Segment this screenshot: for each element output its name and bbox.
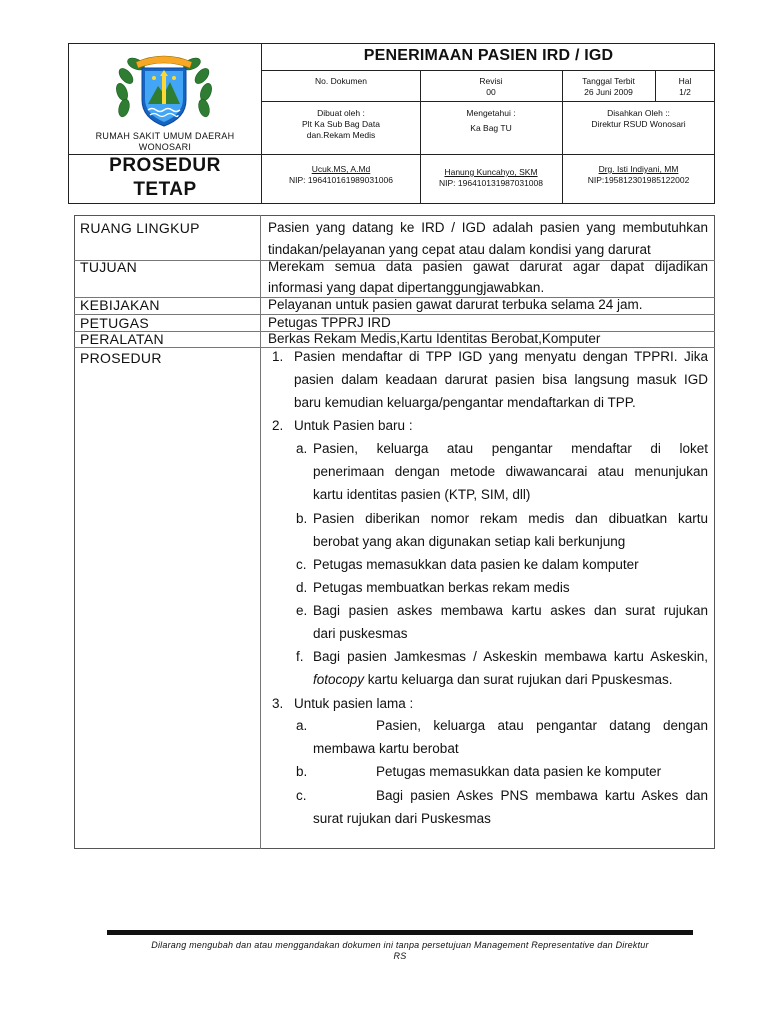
step-2e-line-2: dari puskesmas (313, 626, 408, 641)
ruang-lingkup-line-1: Pasien yang datang ke IRD / IGD adalah pasien yang membutuhkan (268, 220, 708, 235)
table-column-divider (260, 215, 261, 849)
procedure-type-line-1: PROSEDUR (109, 155, 221, 176)
step-3c-line-1: Bagi pasien Askes PNS membawa kartu Askes dan (376, 788, 708, 803)
step-2f-italic-word: fotocopy (313, 672, 365, 687)
prosedur-label: PROSEDUR (80, 350, 162, 366)
organization-line-1: RUMAH SAKIT UMUM DAERAH (95, 131, 235, 141)
tujuan-label: TUJUAN (80, 259, 138, 275)
step-2a-line-1: Pasien, keluarga atau pengantar mendaftar di loket (313, 441, 708, 456)
footer-line-1: Dilarang mengubah dan atau menggandakan dokumen ini tanpa persetujuan Management Representative dan Direktur (151, 940, 649, 950)
tanggal-terbit-value: 26 Juni 2009 (584, 87, 633, 97)
disahkan-nip: NIP:195812301985122002 (587, 175, 690, 185)
peralatan-value: Berkas Rekam Medis,Kartu Identitas Berobat,Komputer (268, 331, 601, 346)
step-1-line-3: baru kemudian keluarga/pengantar mendaftarkan di TPP. (294, 395, 636, 410)
ruang-lingkup-line-2: tindakan/pelayanan yang cepat atau dalam kondisi yang darurat (268, 242, 651, 257)
tujuan-line-1: Merekam semua data pasien gawat darurat agar dapat dijadikan (268, 259, 708, 274)
ruang-lingkup-label: RUANG LINGKUP (80, 220, 200, 236)
step-3-number: 3. (272, 696, 284, 711)
procedure-type-line-2: TETAP (133, 179, 197, 200)
no-dokumen-label: No. Dokumen (315, 76, 367, 86)
mengetahui-block (420, 108, 562, 134)
disahkan-block (562, 108, 715, 130)
step-3a-line-1: Pasien, keluarga atau pengantar datang dengan (376, 718, 708, 733)
step-2b-letter: b. (296, 511, 308, 526)
step-2a-line-2: penerimaan dengan metode diwawancarai atau menunjukan (313, 464, 708, 479)
revisi-label: Revisi (479, 76, 503, 86)
step-3b-line-1: Petugas memasukkan data pasien ke komputer (376, 764, 662, 779)
dibuat-oleh-nip: NIP: 196410161989031006 (289, 175, 393, 185)
procedure-type-label (68, 154, 262, 202)
step-1-line-2: pasien dalam keadaan darurat pasien bisa langsung masuk IGD (294, 372, 708, 387)
footer-line-2: RS (393, 951, 407, 961)
step-2a-line-3: kartu identitas pasien (KTP, SIM, dll) (313, 487, 531, 502)
step-2a-letter: a. (296, 441, 308, 456)
document-title: PENERIMAAN PASIEN IRD / IGD (363, 47, 614, 64)
step-2f-line-1: Bagi pasien Jamkesmas / Askeskin membawa kartu Askeskin, (313, 649, 708, 664)
tanggal-terbit-label: Tanggal Terbit (582, 76, 635, 86)
disahkan-label: Disahkan Oleh :: (607, 108, 670, 118)
step-2f-line-2-rest: kartu keluarga dan surat rujukan dari Ppuskesmas. (364, 672, 673, 687)
footer-disclaimer (110, 940, 690, 962)
step-2b-line-2: berobat yang akan digunakan setiap kali berkunjung (313, 534, 626, 549)
footer-rule (107, 930, 693, 935)
petugas-value: Petugas TPPRJ IRD (268, 315, 391, 330)
dibuat-oleh-role-2: dan.Rekam Medis (306, 130, 376, 140)
disahkan-name: Drg. Isti Indiyani, MM (598, 164, 679, 174)
step-1-line-1: Pasien mendaftar di TPP IGD yang menyatu dengan TPPRI. Jika (294, 349, 708, 364)
hal-label: Hal (678, 76, 692, 86)
step-2f-letter: f. (296, 649, 304, 664)
dibuat-oleh-role-1: Plt Ka Sub Bag Data (302, 119, 380, 129)
header-grid-line (262, 101, 715, 102)
step-3a-line-2: membawa kartu berobat (313, 741, 459, 756)
header-grid-line (262, 70, 715, 71)
step-3a-letter: a. (296, 718, 308, 733)
mengetahui-role: Ka Bag TU (470, 123, 512, 133)
step-2c-line-1: Petugas memasukkan data pasien ke dalam komputer (313, 557, 639, 572)
kebijakan-value: Pelayanan untuk pasien gawat darurat terbuka selama 24 jam. (268, 297, 643, 312)
organization-name (72, 131, 258, 153)
step-2c-letter: c. (296, 557, 307, 572)
step-2-title: Untuk Pasien baru : (294, 418, 413, 433)
organization-line-2: WONOSARI (138, 142, 192, 152)
disahkan-role: Direktur RSUD Wonosari (591, 119, 686, 129)
mengetahui-signatory (420, 167, 562, 189)
step-2e-letter: e. (296, 603, 308, 618)
dibuat-oleh-block (262, 108, 420, 141)
mengetahui-name: Hanung Kuncahyo, SKM (444, 167, 538, 177)
step-3-title: Untuk pasien lama : (294, 696, 414, 711)
step-3c-letter: c. (296, 788, 307, 803)
kebijakan-label: KEBIJAKAN (80, 297, 160, 313)
step-1-number: 1. (272, 349, 284, 364)
step-2b-line-1: Pasien diberikan nomor rekam medis dan dibuatkan kartu (313, 511, 708, 526)
petugas-label: PETUGAS (80, 315, 150, 331)
hospital-emblem-icon (114, 52, 214, 128)
tujuan-line-2: informasi yang dapat dipertanggungjawabkan. (268, 280, 545, 295)
revisi-value: 00 (486, 87, 496, 97)
peralatan-label: PERALATAN (80, 331, 164, 347)
hal-value: 1/2 (679, 87, 691, 97)
mengetahui-nip: NIP: 196410131987031008 (439, 178, 543, 188)
step-3b-letter: b. (296, 764, 308, 779)
step-2-number: 2. (272, 418, 284, 433)
step-2d-letter: d. (296, 580, 308, 595)
step-2f-line-2 (313, 668, 708, 691)
step-3c-line-2: surat rujukan dari Puskesmas (313, 811, 491, 826)
mengetahui-label: Mengetahui : (466, 108, 516, 118)
step-2e-line-1: Bagi pasien askes membawa kartu askes dan surat rujukan (313, 603, 708, 618)
dibuat-oleh-signatory (262, 164, 420, 186)
dibuat-oleh-label: Dibuat oleh : (317, 108, 365, 118)
step-2d-line-1: Petugas membuatkan berkas rekam medis (313, 580, 570, 595)
dibuat-oleh-name: Ucuk.MS, A.Md (311, 164, 371, 174)
disahkan-signatory (562, 164, 715, 186)
